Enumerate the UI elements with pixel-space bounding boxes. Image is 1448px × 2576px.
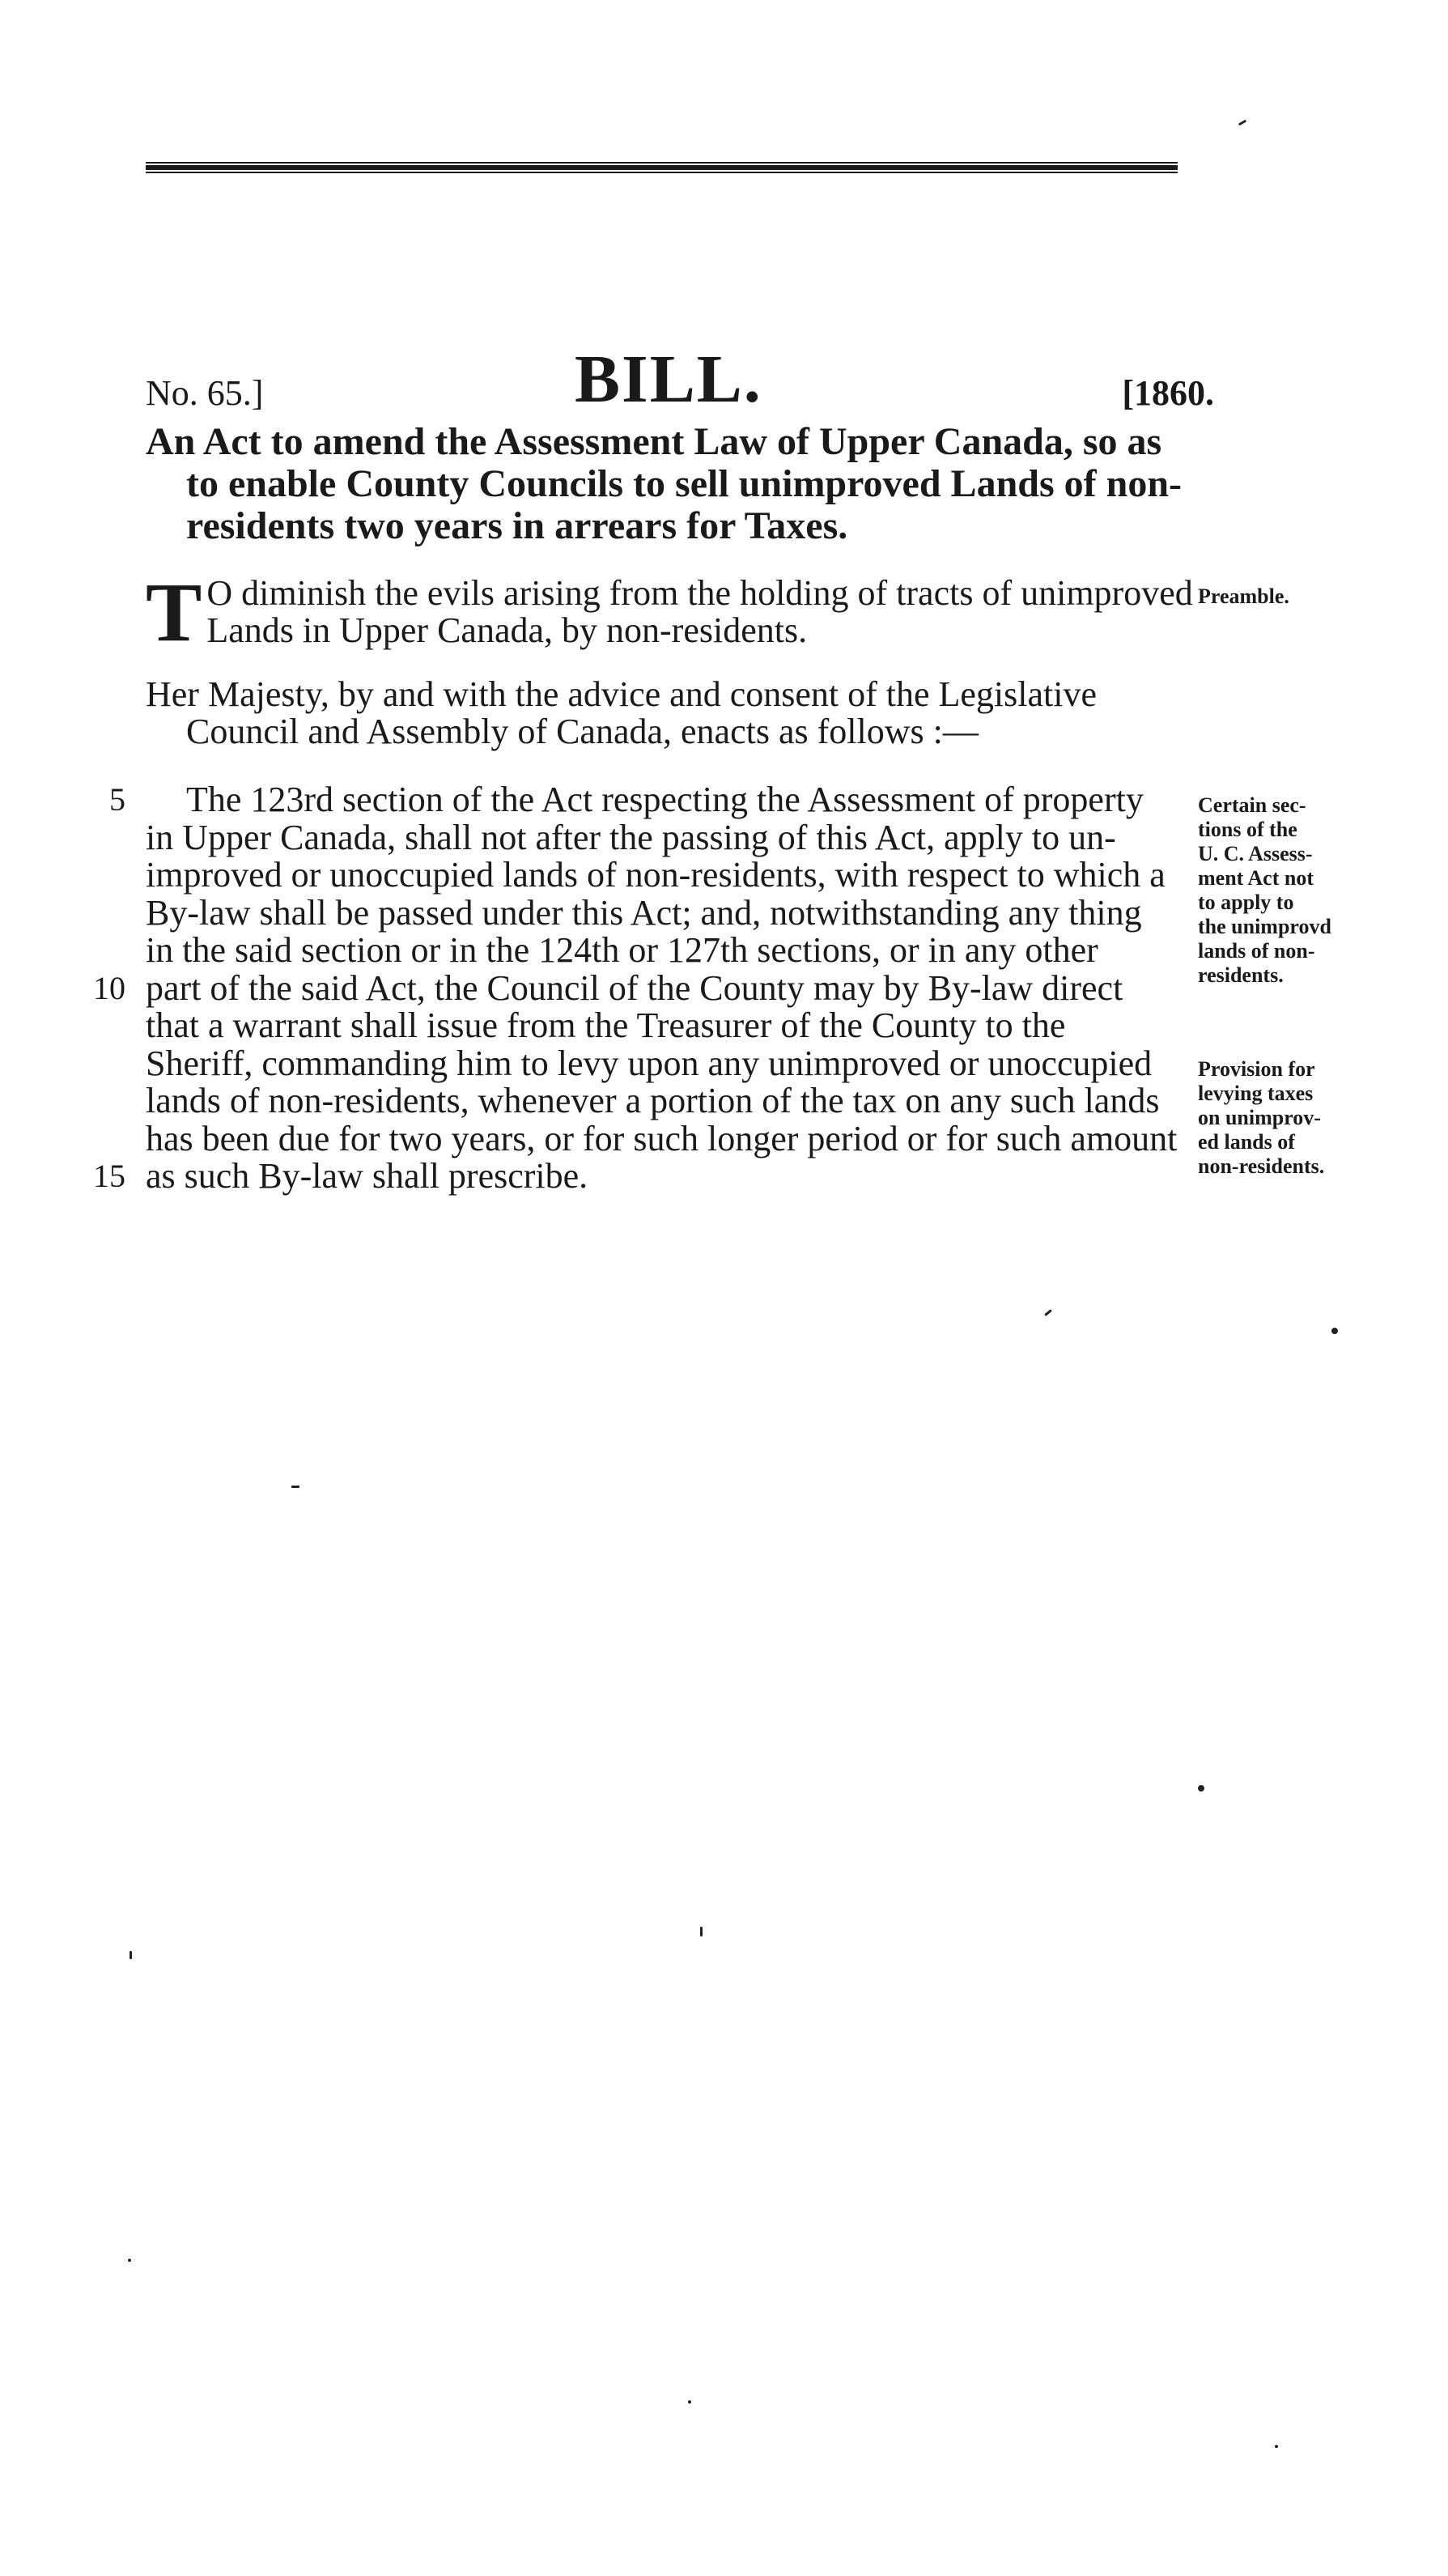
scan-speck: [130, 1951, 132, 1959]
margin-note-line: U. C. Assess-: [1198, 842, 1313, 865]
margin-note-line: residents.: [1198, 963, 1284, 987]
section-1: [146, 781, 1190, 1196]
margin-note-line: ed lands of: [1198, 1130, 1295, 1154]
margin-note-line: tions of the: [1198, 818, 1297, 841]
margin-note-preamble: Preamble.: [1198, 584, 1289, 608]
line-number: 15: [93, 1158, 125, 1194]
margin-note-sections: [1198, 793, 1331, 988]
enacting-line: Her Majesty, by and with the advice and consent of the Legislative: [146, 674, 1098, 714]
bill-title: BILL.: [575, 342, 762, 417]
section-line: as such By-law shall prescribe.: [146, 1156, 588, 1196]
bill-header: [146, 340, 1214, 421]
margin-note-line: lands of non-: [1198, 939, 1315, 963]
scan-speck: [1275, 2445, 1278, 2448]
act-title-line: to enable County Councils to sell unimproved Lands of non-: [186, 462, 1182, 505]
line-number: 5: [109, 781, 125, 818]
scan-speck: [1238, 120, 1246, 126]
margin-note-provision: [1198, 1057, 1324, 1179]
scan-speck: [1198, 1785, 1204, 1792]
preamble: [146, 566, 1193, 659]
act-title-line: An Act to amend the Assessment Law of Upper Canada, so as: [146, 420, 1162, 463]
margin-note-line: ment Act not: [1198, 866, 1314, 890]
section-line: has been due for two years, or for such longer period or for such amount: [146, 1118, 1178, 1158]
bill-year: [1860.: [1122, 373, 1214, 413]
line-number: 10: [93, 970, 125, 1006]
act-title-line: residents two years in arrears for Taxes.: [186, 504, 848, 547]
scan-speck: [1044, 1309, 1052, 1316]
preamble-dropcap: T: [146, 566, 202, 659]
scan-speck: [1331, 1328, 1338, 1334]
section-line: in the said section or in the 124th or 127th sections, or in any other: [146, 930, 1098, 970]
margin-note-line: to apply to: [1198, 891, 1294, 914]
preamble-line: O diminish the evils arising from the holding of tracts of unimproved: [206, 573, 1193, 613]
scan-speck: [688, 2400, 691, 2404]
act-title: [146, 421, 1214, 547]
margin-note-line: the unimprovd: [1198, 915, 1331, 938]
margin-note-line: levying taxes: [1198, 1082, 1314, 1105]
section-line: Sheriff, commanding him to levy upon any unimproved or unoccupied: [146, 1043, 1153, 1083]
enacting-line: Council and Assembly of Canada, enacts as follows :—: [186, 712, 979, 751]
section-line: improved or unoccupied lands of non-residents, with respect to which a: [146, 855, 1166, 895]
section-line: lands of non-residents, whenever a portion of the tax on any such lands: [146, 1081, 1160, 1120]
margin-note-line: Certain sec-: [1198, 793, 1306, 817]
scan-speck: [128, 2259, 131, 2262]
rule-thick: [146, 165, 1178, 170]
scan-speck: [700, 1927, 703, 1936]
section-line: that a warrant shall issue from the Treasurer of the County to the: [146, 1005, 1066, 1045]
header-rule: [146, 162, 1178, 173]
section-line: part of the said Act, the Council of the County may by By-law direct: [146, 967, 1123, 1008]
margin-note-line: Provision for: [1198, 1057, 1315, 1081]
rule-thin-top: [146, 162, 1178, 164]
section-line: in Upper Canada, shall not after the passing of this Act, apply to un-: [146, 817, 1116, 857]
preamble-line: Lands in Upper Canada, by non-residents.: [206, 610, 808, 650]
scan-speck: [291, 1486, 299, 1488]
enacting-clause: [146, 676, 1190, 750]
section-line: The 123rd section of the Act respecting the Assessment of property: [186, 780, 1144, 819]
bill-number: No. 65.]: [146, 373, 264, 413]
margin-note-line: on unimprov-: [1198, 1106, 1321, 1129]
margin-note-line: non-residents.: [1198, 1154, 1325, 1178]
rule-thin-bottom: [146, 172, 1178, 173]
section-line: By-law shall be passed under this Act; and, notwithstanding any thing: [146, 892, 1142, 933]
